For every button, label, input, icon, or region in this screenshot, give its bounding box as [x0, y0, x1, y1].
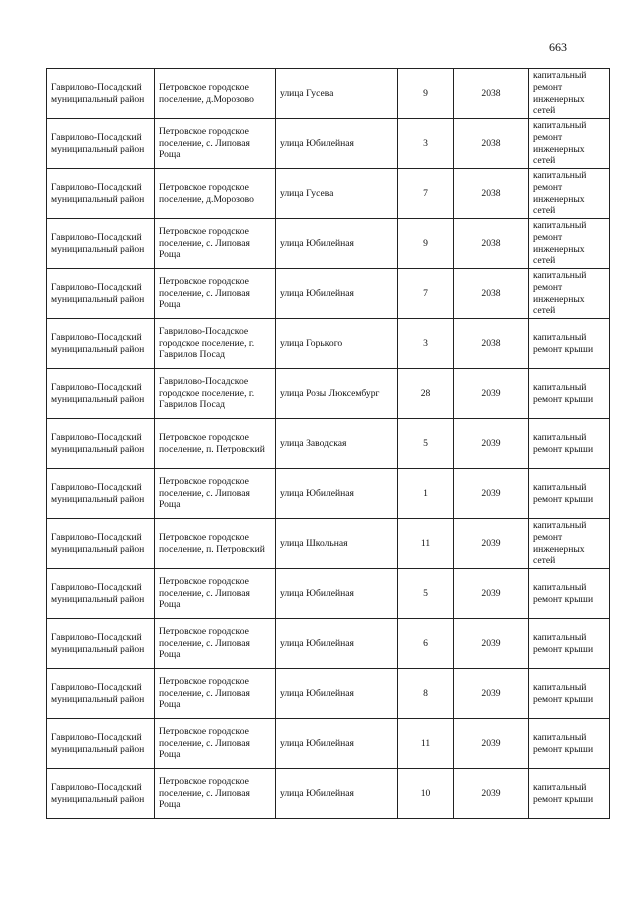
house-number-cell: 6: [398, 619, 454, 669]
district-cell: Гаврилово-Посадский муниципальный район: [47, 119, 155, 169]
table-row: [47, 619, 610, 669]
district-cell: Гаврилово-Посадский муниципальный район: [47, 219, 155, 269]
street-cell: улица Заводская: [276, 419, 398, 469]
year-cell: 2039: [454, 719, 529, 769]
table-row: [47, 119, 610, 169]
street-cell: улица Школьная: [276, 519, 398, 569]
district-cell: Гаврилово-Посадский муниципальный район: [47, 769, 155, 819]
settlement-cell: Петровское городское поселение, с. Липовая Роща: [155, 269, 276, 319]
settlement-cell: Петровское городское поселение, с. Липовая Роща: [155, 469, 276, 519]
year-cell: 2039: [454, 669, 529, 719]
work-type-cell: капитальный ремонт крыши: [529, 569, 610, 619]
house-number-cell: 11: [398, 519, 454, 569]
work-type-cell: капитальный ремонт крыши: [529, 669, 610, 719]
year-cell: 2039: [454, 369, 529, 419]
street-cell: улица Гусева: [276, 69, 398, 119]
house-number-cell: 5: [398, 419, 454, 469]
street-cell: улица Юбилейная: [276, 719, 398, 769]
settlement-cell: Петровское городское поселение, с. Липовая Роща: [155, 719, 276, 769]
district-cell: Гаврилово-Посадский муниципальный район: [47, 269, 155, 319]
work-type-cell: капитальный ремонт инженерных сетей: [529, 169, 610, 219]
settlement-cell: Петровское городское поселение, д.Морозово: [155, 169, 276, 219]
settlement-cell: Петровское городское поселение, с. Липовая Роща: [155, 219, 276, 269]
settlement-cell: Гаврилово-Посадское городское поселение, г. Гаврилов Посад: [155, 369, 276, 419]
settlement-cell: Гаврилово-Посадское городское поселение, г. Гаврилов Посад: [155, 319, 276, 369]
street-cell: улица Юбилейная: [276, 669, 398, 719]
repair-schedule-table: [46, 68, 610, 819]
house-number-cell: 9: [398, 69, 454, 119]
year-cell: 2038: [454, 169, 529, 219]
work-type-cell: капитальный ремонт крыши: [529, 719, 610, 769]
street-cell: улица Юбилейная: [276, 619, 398, 669]
table-row: [47, 569, 610, 619]
district-cell: Гаврилово-Посадский муниципальный район: [47, 69, 155, 119]
house-number-cell: 7: [398, 169, 454, 219]
street-cell: улица Юбилейная: [276, 219, 398, 269]
year-cell: 2039: [454, 419, 529, 469]
settlement-cell: Петровское городское поселение, п. Петровский: [155, 519, 276, 569]
work-type-cell: капитальный ремонт инженерных сетей: [529, 69, 610, 119]
work-type-cell: капитальный ремонт крыши: [529, 419, 610, 469]
house-number-cell: 11: [398, 719, 454, 769]
table-body: [47, 69, 610, 819]
settlement-cell: Петровское городское поселение, с. Липовая Роща: [155, 669, 276, 719]
district-cell: Гаврилово-Посадский муниципальный район: [47, 669, 155, 719]
work-type-cell: капитальный ремонт крыши: [529, 369, 610, 419]
year-cell: 2039: [454, 519, 529, 569]
house-number-cell: 7: [398, 269, 454, 319]
table-row: [47, 219, 610, 269]
year-cell: 2038: [454, 69, 529, 119]
work-type-cell: капитальный ремонт инженерных сетей: [529, 219, 610, 269]
table-row: [47, 369, 610, 419]
settlement-cell: Петровское городское поселение, с. Липовая Роща: [155, 569, 276, 619]
district-cell: Гаврилово-Посадский муниципальный район: [47, 369, 155, 419]
district-cell: Гаврилово-Посадский муниципальный район: [47, 469, 155, 519]
street-cell: улица Юбилейная: [276, 269, 398, 319]
settlement-cell: Петровское городское поселение, д.Морозово: [155, 69, 276, 119]
work-type-cell: капитальный ремонт крыши: [529, 769, 610, 819]
district-cell: Гаврилово-Посадский муниципальный район: [47, 169, 155, 219]
street-cell: улица Горького: [276, 319, 398, 369]
work-type-cell: капитальный ремонт инженерных сетей: [529, 519, 610, 569]
house-number-cell: 5: [398, 569, 454, 619]
street-cell: улица Юбилейная: [276, 469, 398, 519]
house-number-cell: 3: [398, 319, 454, 369]
work-type-cell: капитальный ремонт крыши: [529, 619, 610, 669]
street-cell: улица Розы Люксембург: [276, 369, 398, 419]
year-cell: 2039: [454, 769, 529, 819]
house-number-cell: 8: [398, 669, 454, 719]
work-type-cell: капитальный ремонт инженерных сетей: [529, 119, 610, 169]
year-cell: 2039: [454, 469, 529, 519]
year-cell: 2038: [454, 219, 529, 269]
district-cell: Гаврилово-Посадский муниципальный район: [47, 419, 155, 469]
street-cell: улица Юбилейная: [276, 119, 398, 169]
work-type-cell: капитальный ремонт крыши: [529, 319, 610, 369]
district-cell: Гаврилово-Посадский муниципальный район: [47, 319, 155, 369]
table-row: [47, 169, 610, 219]
street-cell: улица Юбилейная: [276, 569, 398, 619]
district-cell: Гаврилово-Посадский муниципальный район: [47, 569, 155, 619]
house-number-cell: 28: [398, 369, 454, 419]
settlement-cell: Петровское городское поселение, с. Липовая Роща: [155, 619, 276, 669]
table-row: [47, 319, 610, 369]
street-cell: улица Юбилейная: [276, 769, 398, 819]
table-row: [47, 669, 610, 719]
house-number-cell: 9: [398, 219, 454, 269]
district-cell: Гаврилово-Посадский муниципальный район: [47, 719, 155, 769]
year-cell: 2039: [454, 569, 529, 619]
settlement-cell: Петровское городское поселение, п. Петровский: [155, 419, 276, 469]
table-row: [47, 769, 610, 819]
year-cell: 2038: [454, 319, 529, 369]
table-row: [47, 469, 610, 519]
house-number-cell: 10: [398, 769, 454, 819]
page-number: 663: [549, 40, 567, 54]
house-number-cell: 3: [398, 119, 454, 169]
district-cell: Гаврилово-Посадский муниципальный район: [47, 519, 155, 569]
house-number-cell: 1: [398, 469, 454, 519]
settlement-cell: Петровское городское поселение, с. Липовая Роща: [155, 119, 276, 169]
settlement-cell: Петровское городское поселение, с. Липовая Роща: [155, 769, 276, 819]
work-type-cell: капитальный ремонт крыши: [529, 469, 610, 519]
table-row: [47, 269, 610, 319]
year-cell: 2038: [454, 269, 529, 319]
table-row: [47, 419, 610, 469]
table-row: [47, 719, 610, 769]
district-cell: Гаврилово-Посадский муниципальный район: [47, 619, 155, 669]
street-cell: улица Гусева: [276, 169, 398, 219]
table-row: [47, 519, 610, 569]
year-cell: 2039: [454, 619, 529, 669]
year-cell: 2038: [454, 119, 529, 169]
table-row: [47, 69, 610, 119]
work-type-cell: капитальный ремонт инженерных сетей: [529, 269, 610, 319]
